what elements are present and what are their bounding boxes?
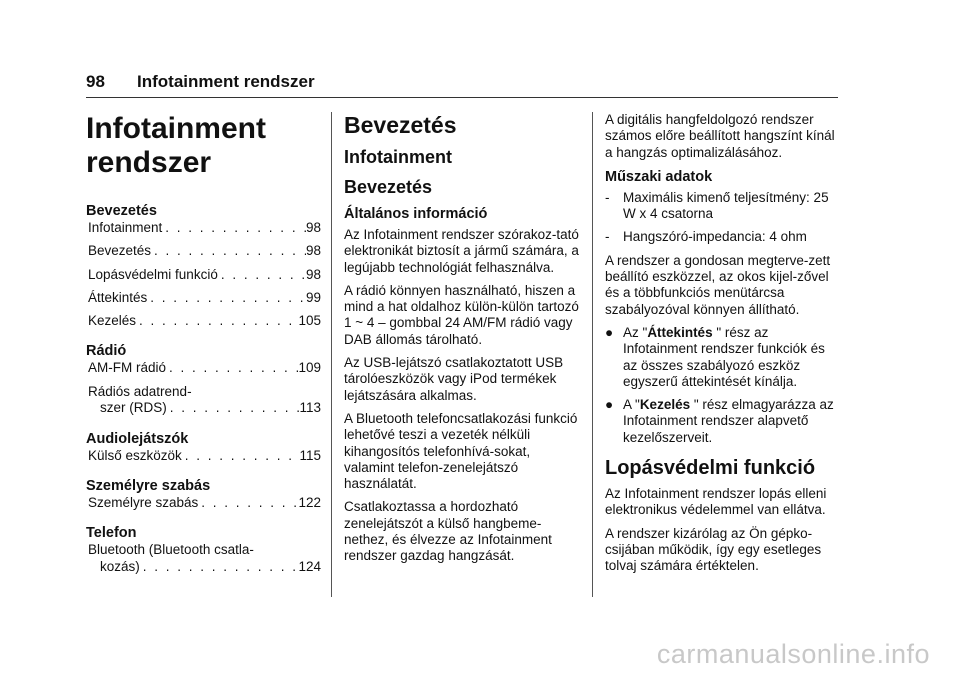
link-term[interactable]: Kezelés xyxy=(639,397,691,413)
toc-entry[interactable]: Áttekintés . . . 99 xyxy=(86,290,321,313)
section-heading: Lopásvédelmi funkció xyxy=(605,457,816,480)
toc-heading: Személyre szabás xyxy=(86,477,211,494)
watermark: carmanualsonline.info xyxy=(656,639,930,669)
toc-entry[interactable]: kozás) . . . 124 xyxy=(86,559,321,582)
paragraph: A rádió könnyen használható, hiszen a mind a hat oldalhoz külön-külön tartozó 1 ~ 4 ‒ gombbal 24 AM/FM rádió vagy DAB állomás tárolható. xyxy=(344,282,579,347)
toc-heading: Rádió xyxy=(86,343,127,360)
subsection-heading: Infotainment xyxy=(344,147,452,167)
topic-heading: Műszaki adatok xyxy=(605,168,713,185)
page-number: 98 xyxy=(86,72,105,91)
toc-entry[interactable]: szer (RDS) . . . 113 xyxy=(86,400,321,423)
toc-entry[interactable]: Infotainment . . . 98 xyxy=(86,220,321,243)
paragraph: Csatlakoztassa a hordozható zenelejátszót a külső hangbeme-nethez, és élvezze az Infotainment rendszer gazdag hangzását. xyxy=(344,499,552,564)
topic-heading: Általános információ xyxy=(344,206,488,222)
paragraph: A rendszer a gondosan megterve-zett beállító eszközzel, az okos kijel-zővel és a többfunkciós menütárcsa szabályozóval könnyen állítható. xyxy=(605,252,831,317)
spec-item: - Hangszóró-impedancia: 4 ohm xyxy=(605,229,807,245)
column-divider xyxy=(331,112,332,597)
spec-item: - Maximális kimenő teljesítmény: 25 W x 4 csatorna xyxy=(605,189,829,222)
paragraph: A Bluetooth telefoncsatlakozási funkció lehetővé teszi a vezeték nélküli kihangosítós telefonhívá-sokat, valamint telefon-zenelejátszó használatát. xyxy=(344,410,578,492)
dash-marker: - xyxy=(605,229,610,245)
bullet-icon: ● xyxy=(605,397,614,413)
bullet-item: ● Az "Áttekintés " rész az Infotainment rendszer funkciók és az összes szabályozó eszköz egyszerű áttekintését kínálja. xyxy=(605,324,825,389)
toc-entry-line1[interactable]: Rádiós adatrend- xyxy=(88,383,192,399)
paragraph: Az Infotainment rendszer szórakoz-tató elektronikát biztosít a jármű számára, a legújabb technológiát felhasználva. xyxy=(344,227,579,275)
column-divider xyxy=(592,112,593,597)
toc-section xyxy=(86,342,321,423)
toc-entry-line1[interactable]: Bluetooth (Bluetooth csatla- xyxy=(88,542,254,558)
paragraph: Az Infotainment rendszer lopás elleni elektronikus védelemmel van ellátva. xyxy=(605,486,827,518)
header-rule xyxy=(86,97,838,98)
toc-entry[interactable]: Külső eszközök . . . 115 xyxy=(86,448,321,471)
running-title: Infotainment rendszer xyxy=(137,72,315,91)
dash-marker: - xyxy=(605,189,610,205)
toc-heading: Bevezetés xyxy=(86,203,157,219)
toc-entry[interactable]: AM-FM rádió . . . 109 xyxy=(86,360,321,383)
intro-column xyxy=(344,112,580,572)
subsection-heading: Bevezetés xyxy=(344,177,433,197)
chapter-toc-column xyxy=(86,112,321,588)
chapter-title: Infotainment rendszer xyxy=(86,112,266,179)
bullet-icon: ● xyxy=(605,324,614,340)
toc-section xyxy=(86,202,321,336)
toc-entry[interactable]: Bevezetés . . . 98 xyxy=(86,243,321,266)
toc-entry[interactable]: Lopásvédelmi funkció . . . 98 xyxy=(86,267,321,290)
link-term[interactable]: Áttekintés xyxy=(647,324,713,340)
page-header xyxy=(86,72,838,102)
toc-section xyxy=(86,477,321,518)
paragraph: A rendszer kizárólag az Ön gépko-csijában működik, így egy esetleges tolvaj számára értéktelen. xyxy=(605,525,822,574)
section-heading: Bevezetés xyxy=(344,112,457,138)
toc-section xyxy=(86,430,321,471)
paragraph: A digitális hangfeldolgozó rendszer számos előre beállított hangszínt kínál a hangzás optimalizálásához. xyxy=(605,112,835,160)
details-column xyxy=(605,112,841,582)
toc-entry[interactable]: Kezelés . . . 105 xyxy=(86,313,321,336)
toc-entry[interactable]: Személyre szabás . . . 122 xyxy=(86,495,321,518)
toc-heading: Audiolejátszók xyxy=(86,430,189,447)
bullet-item: ● A "Kezelés " rész elmagyarázza az Infotainment rendszer alapvető kezelőszerveit. xyxy=(605,397,834,445)
toc-section xyxy=(86,524,321,582)
paragraph: Az USB-lejátszó csatlakoztatott USB tárolóeszközök vagy iPod termékek lejátszására alkalmas. xyxy=(344,355,564,403)
toc-heading: Telefon xyxy=(86,525,137,542)
